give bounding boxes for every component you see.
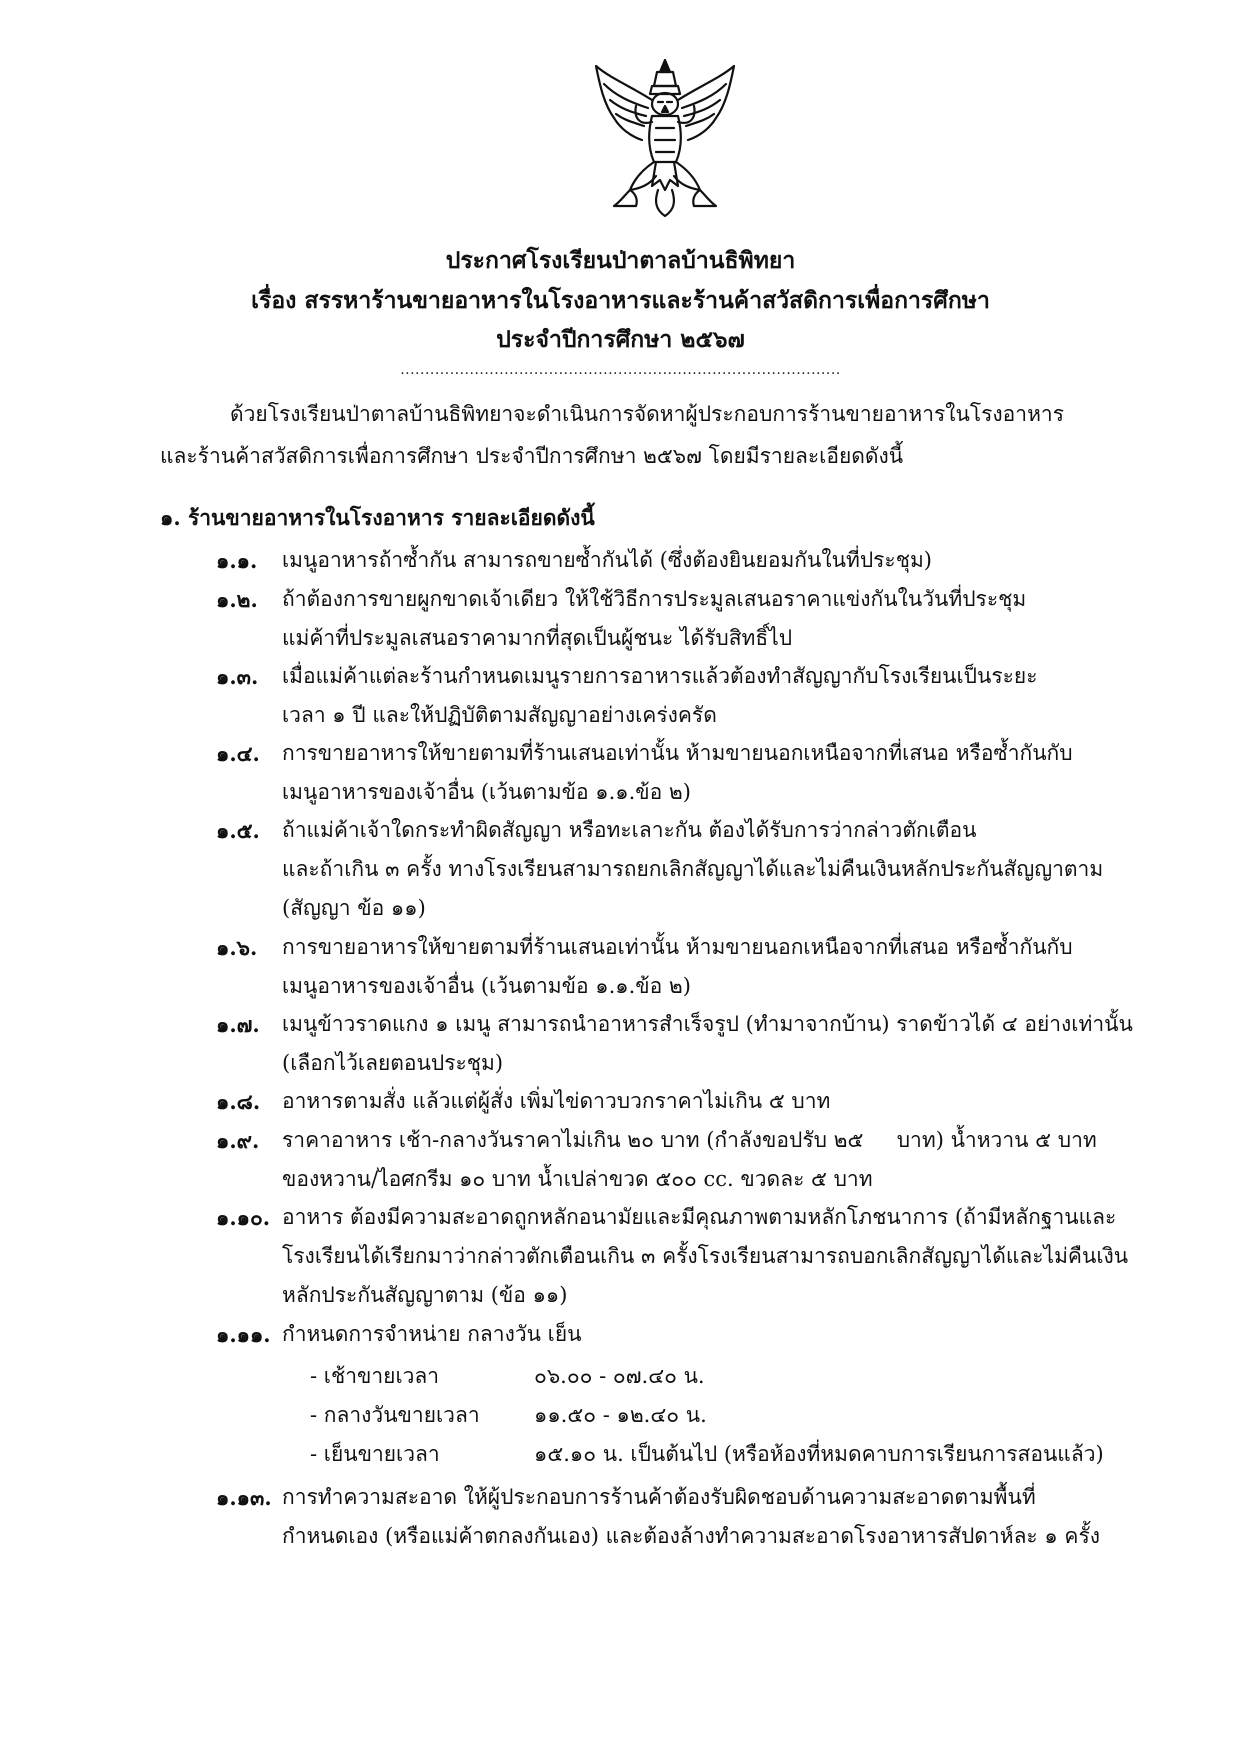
item-number: ๑.๗. — [216, 1012, 260, 1037]
item-text: การทำความสะอาด ให้ผู้ประกอบการร้านค้าต้องรับผิดชอบด้านความสะอาดตามพื้นที่ — [282, 1485, 1036, 1509]
item-text: อาหารตามสั่ง แล้วแต่ผู้สั่ง เพิ่มไข่ดาวบวกราคาไม่เกิน ๕ บาท — [282, 1089, 831, 1113]
schedule-label: - เช้าขายเวลา — [310, 1364, 440, 1388]
intro-line: และร้านค้าสวัสดิการเพื่อการศึกษา ประจำปีการศึกษา ๒๕๖๗ โดยมีรายละเอียดดังนี้ — [160, 444, 904, 468]
schedule-time: ๑๑.๕๐ - ๑๒.๔๐ น. — [534, 1403, 707, 1427]
item-text: ราคาอาหาร เช้า-กลางวันราคาไม่เกิน ๒๐ บาท (กำลังขอปรับ ๒๕ บาท) น้ำหวาน ๕ บาท — [282, 1128, 1097, 1152]
section-heading: ๑. ร้านขายอาหารในโรงอาหาร รายละเอียดดังนี้ — [160, 505, 595, 530]
item-number: ๑.๔. — [216, 741, 260, 766]
item-text: การขายอาหารให้ขายตามที่ร้านเสนอเท่านั้น ห้ามขายนอกเหนือจากที่เสนอ หรือซ้ำกันกับ — [282, 935, 1073, 959]
list-item — [216, 657, 1116, 735]
list-item — [216, 541, 1116, 580]
item-text: (สัญญา ข้อ ๑๑) — [282, 896, 426, 920]
schedule-label: - เย็นขายเวลา — [310, 1442, 440, 1466]
schedule-label: - กลางวันขายเวลา — [310, 1403, 480, 1427]
item-text: (เลือกไว้เลยตอนประชุม) — [282, 1051, 504, 1075]
list-item — [216, 928, 1116, 1006]
item-number: ๑.๕. — [216, 818, 260, 843]
list-item — [216, 1121, 1116, 1199]
list-item — [216, 580, 1116, 658]
announcement-subject: เรื่อง สรรหาร้านขายอาหารในโรงอาหารและร้านค้าสวัสดิการเพื่อการศึกษา — [251, 287, 990, 314]
item-number: ๑.๑. — [216, 548, 258, 573]
dotted-divider: ......................................................................................... — [400, 362, 841, 378]
item-text: แม่ค้าที่ประมูลเสนอราคามากที่สุดเป็นผู้ชนะ ได้รับสิทธิ์ไป — [282, 626, 793, 650]
item-text: เมนูข้าวราดแกง ๑ เมนู สามารถนำอาหารสำเร็จรูป (ทำมาจากบ้าน) ราดข้าวได้ ๔ อย่างเท่านั้น — [282, 1012, 1133, 1036]
item-number: ๑.๑๓. — [216, 1485, 272, 1510]
intro-paragraph — [160, 393, 1115, 477]
list-item — [216, 1315, 1116, 1354]
item-text: เมนูอาหารถ้าซ้ำกัน สามารถขายซ้ำกันได้ (ซึ่งต้องยินยอมกันในที่ประชุม) — [282, 548, 932, 572]
item-number: ๑.๒. — [216, 587, 258, 612]
item-text: ถ้าต้องการขายผูกขาดเจ้าเดียว ให้ใช้วิธีการประมูลเสนอราคาแข่งกันในวันที่ประชุม — [282, 587, 1027, 611]
item-text: เวลา ๑ ปี และให้ปฏิบัติตามสัญญาอย่างเคร่งครัด — [282, 703, 717, 727]
list-item — [216, 811, 1116, 928]
list-item — [216, 1005, 1133, 1083]
item-number: ๑.๖. — [216, 935, 258, 960]
list-item — [216, 1082, 1116, 1121]
garuda-emblem-icon — [590, 56, 740, 218]
academic-year: ประจำปีการศึกษา ๒๕๖๗ — [496, 326, 745, 353]
list-item — [216, 1478, 1116, 1556]
item-text: กำหนดเอง (หรือแม่ค้าตกลงกันเอง) และต้องล้างทำความสะอาดโรงอาหารสัปดาห์ละ ๑ ครั้ง — [282, 1524, 1100, 1548]
schedule-time: ๑๕.๑๐ น. เป็นต้นไป (หรือห้องที่หมดคาบการเรียนการสอนแล้ว) — [534, 1442, 1104, 1466]
item-text: และถ้าเกิน ๓ ครั้ง ทางโรงเรียนสามารถยกเลิกสัญญาได้และไม่คืนเงินหลักประกันสัญญาตาม — [282, 857, 1104, 881]
item-text: ของหวาน/ไอศกรีม ๑๐ บาท น้ำเปล่าขวด ๕๐๐ cc. ขวดละ ๕ บาท — [282, 1167, 873, 1191]
item-number: ๑.๑๐. — [216, 1205, 271, 1230]
item-number: ๑.๘. — [216, 1089, 261, 1114]
item-number: ๑.๑๑. — [216, 1322, 271, 1347]
item-text: กำหนดการจำหน่าย กลางวัน เย็น — [282, 1322, 582, 1346]
schedule-time: ๐๖.๐๐ - ๐๗.๔๐ น. — [534, 1364, 705, 1388]
item-text: โรงเรียนได้เรียกมาว่ากล่าวตักเตือนเกิน ๓ ครั้งโรงเรียนสามารถบอกเลิกสัญญาได้และไม่คืนเงิน — [282, 1244, 1129, 1268]
item-text: ถ้าแม่ค้าเจ้าใดกระทำผิดสัญญา หรือทะเลาะกัน ต้องได้รับการว่ากล่าวตักเตือน — [282, 818, 977, 842]
announcement-title: ประกาศโรงเรียนป่าตาลบ้านธิพิทยา — [445, 247, 796, 274]
list-item — [216, 734, 1116, 812]
item-number: ๑.๙. — [216, 1128, 260, 1153]
item-text: เมนูอาหารของเจ้าอื่น (เว้นตามข้อ ๑.๑.ข้อ ๒) — [282, 974, 691, 998]
item-text: การขายอาหารให้ขายตามที่ร้านเสนอเท่านั้น ห้ามขายนอกเหนือจากที่เสนอ หรือซ้ำกันกับ — [282, 741, 1073, 765]
item-text: เมนูอาหารของเจ้าอื่น (เว้นตามข้อ ๑.๑.ข้อ ๒) — [282, 780, 691, 804]
item-text: เมื่อแม่ค้าแต่ละร้านกำหนดเมนูรายการอาหารแล้วต้องทำสัญญากับโรงเรียนเป็นระยะ — [282, 664, 1038, 688]
intro-line: ด้วยโรงเรียนป่าตาลบ้านธิพิทยาจะดำเนินการจัดหาผู้ประกอบการร้านขายอาหารในโรงอาหาร — [230, 402, 1065, 426]
item-number: ๑.๓. — [216, 664, 259, 689]
item-text: หลักประกันสัญญาตาม (ข้อ ๑๑) — [282, 1283, 568, 1307]
item-text: อาหาร ต้องมีความสะอาดถูกหลักอนามัยและมีคุณภาพตามหลักโภชนาการ (ถ้ามีหลักฐานและ — [282, 1205, 1117, 1229]
list-item — [216, 1198, 1129, 1315]
